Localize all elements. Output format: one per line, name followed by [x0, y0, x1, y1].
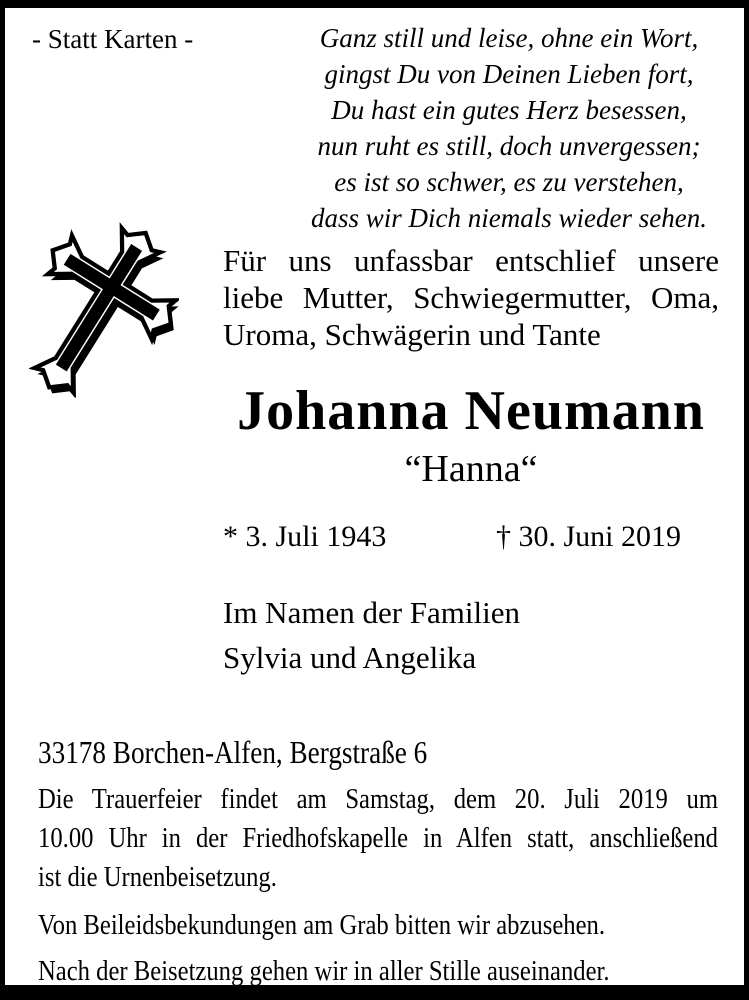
- poem-line: es ist so schwer, es zu verstehen,: [334, 167, 684, 197]
- poem-line: gingst Du von Deinen Lieben fort,: [324, 59, 694, 89]
- intro-line: Uroma, Schwägerin und Tante: [223, 317, 601, 352]
- poem-line: Ganz still und leise, ohne ein Wort,: [319, 23, 699, 53]
- deceased-nickname: “Hanna“: [404, 448, 538, 490]
- family-line: Sylvia und Angelika: [223, 640, 477, 675]
- funeral-line: ist die Urnenbeisetzung.: [38, 861, 277, 893]
- deceased-name: Johanna Neumann: [237, 380, 705, 442]
- life-dates: [223, 519, 681, 554]
- statt-karten-label: - Statt Karten -: [32, 24, 194, 54]
- poem-line: Du hast ein gutes Herz besessen,: [331, 95, 687, 125]
- family-signature: [223, 590, 719, 680]
- family-line: Im Namen der Familien: [223, 595, 520, 630]
- intro-line: Für uns unfassbar entschlief unsere: [223, 243, 719, 278]
- funeral-details: [38, 734, 718, 989]
- funeral-line: Die Trauerfeier findet am Samstag, dem 20. Juli 2019 um: [38, 783, 718, 815]
- condolence-note: Von Beileidsbekundungen am Grab bitten wir abzusehen.: [38, 909, 606, 941]
- birth-date: * 3. Juli 1943: [223, 520, 387, 553]
- poem-line: nun ruht es still, doch unvergessen;: [317, 131, 701, 161]
- poem-line: dass wir Dich niemals wieder sehen.: [311, 203, 707, 233]
- announcement-block: [223, 242, 719, 680]
- funeral-line: 10.00 Uhr in der Friedhofskapelle in Alfen statt, anschließend: [38, 822, 718, 854]
- memorial-poem: [288, 20, 730, 236]
- closing-note: Nach der Beisetzung gehen wir in aller Stille auseinander.: [38, 955, 610, 987]
- address-line: 33178 Borchen-Alfen, Bergstraße 6: [38, 734, 428, 770]
- intro-line: liebe Mutter, Schwiegermutter, Oma,: [223, 280, 719, 315]
- death-date: † 30. Juni 2019: [495, 520, 681, 553]
- death-notice-paper: [5, 8, 744, 985]
- intro-paragraph: [223, 242, 719, 353]
- cross-icon: [29, 220, 179, 402]
- funeral-paragraph: [38, 780, 718, 897]
